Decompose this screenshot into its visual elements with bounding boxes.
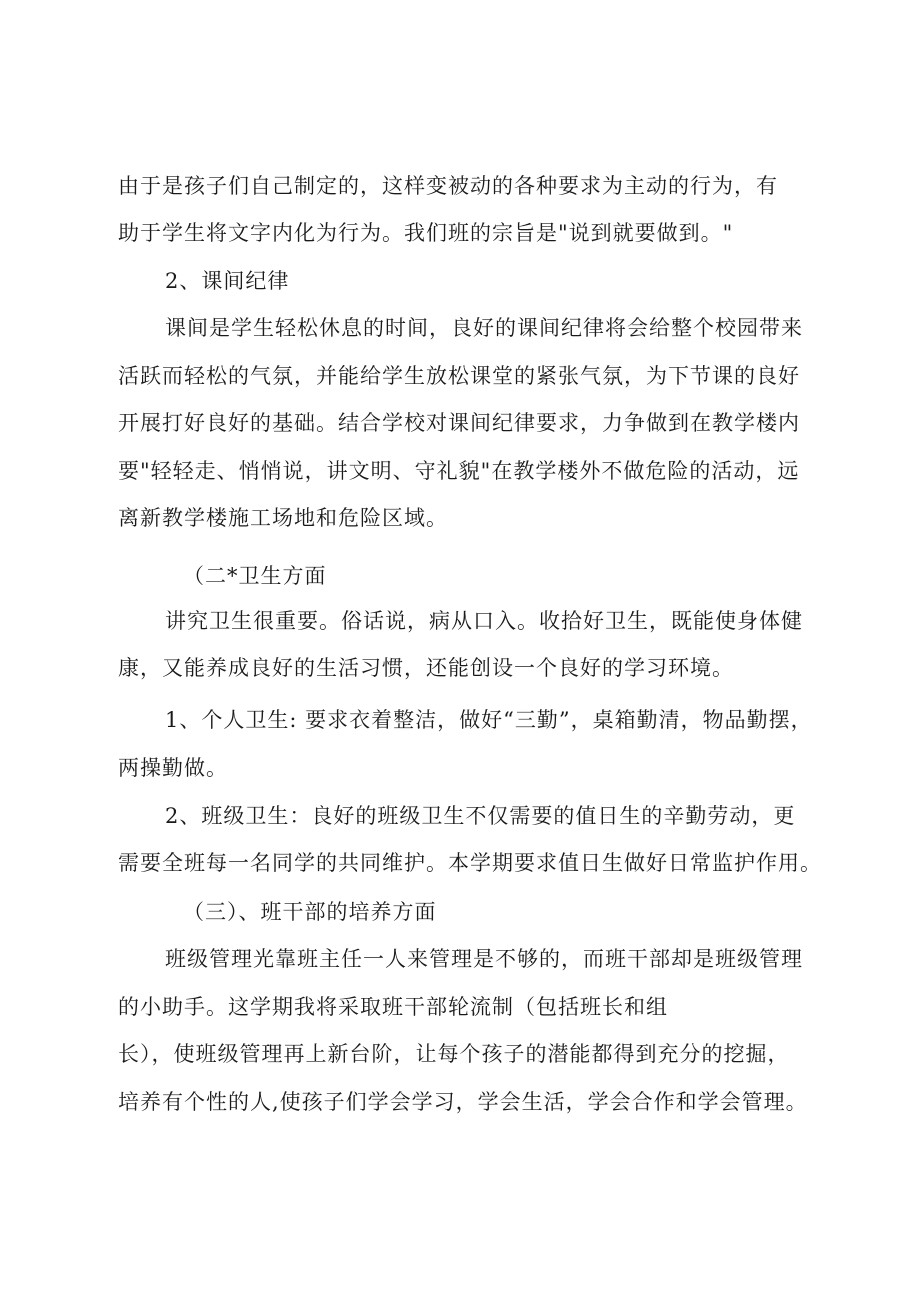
paragraph-line: 班级管理光靠班主任一人来管理是不够的，而班干部却是班级管理 (165, 947, 803, 971)
paragraph-line: 活跃而轻松的气氛，并能给学生放松课堂的紧张气氛，为下节课的良好 (118, 364, 800, 388)
section-heading: 2、课间纪律 (165, 269, 290, 293)
paragraph-line: 培养有个性的人,使孩子们学会学习，学会生活，学会合作和学会管理。 (118, 1090, 808, 1114)
paragraph-line: 讲究卫生很重要。俗话说，病从口入。收拾好卫生，既能使身体健 (165, 609, 803, 633)
paragraph-line: 2、班级卫生：良好的班级卫生不仅需要的值日生的辛勤劳动，更 (165, 804, 796, 828)
paragraph-line: 的小助手。这学期我将采取班干部轮流制（包括班长和组 (118, 995, 668, 1019)
section-heading: （三）、班干部的培养方面 (183, 900, 437, 924)
paragraph-line: 康，又能养成良好的生活习惯，还能创设一个良好的学习环境。 (118, 656, 734, 680)
paragraph-line: 由于是孩子们自己制定的，这样变被动的各种要求为主动的行为，有 (118, 174, 778, 198)
paragraph-line: 长），使班级管理再上新台阶，让每个孩子的潜能都得到充分的挖掘， (118, 1042, 790, 1066)
paragraph-line: 两操勤做。 (118, 756, 228, 780)
section-heading: （二*卫生方面 (183, 564, 327, 588)
paragraph-line: 课间是学生轻松休息的时间，良好的课间纪律将会给整个校园带来 (165, 316, 803, 340)
paragraph-line: 助于学生将文字内化为行为。我们班的宗旨是"说到就要做到。" (118, 221, 734, 245)
paragraph-line: 1、个人卫生: 要求衣着整洁，做好“三勤”，桌箱勤清，物品勤摆， (165, 708, 813, 732)
paragraph-line: 离新教学楼施工场地和危险区域。 (118, 506, 448, 530)
paragraph-line: 要"轻轻走、悄悄说，讲文明、守礼貌"在教学楼外不做危险的活动，远 (118, 459, 800, 483)
paragraph-line: 需要全班每一名同学的共同维护。本学期要求值日生做好日常监护作用。 (118, 851, 822, 875)
paragraph-line: 开展打好良好的基础。结合学校对课间纪律要求，力争做到在教学楼内 (118, 411, 800, 435)
